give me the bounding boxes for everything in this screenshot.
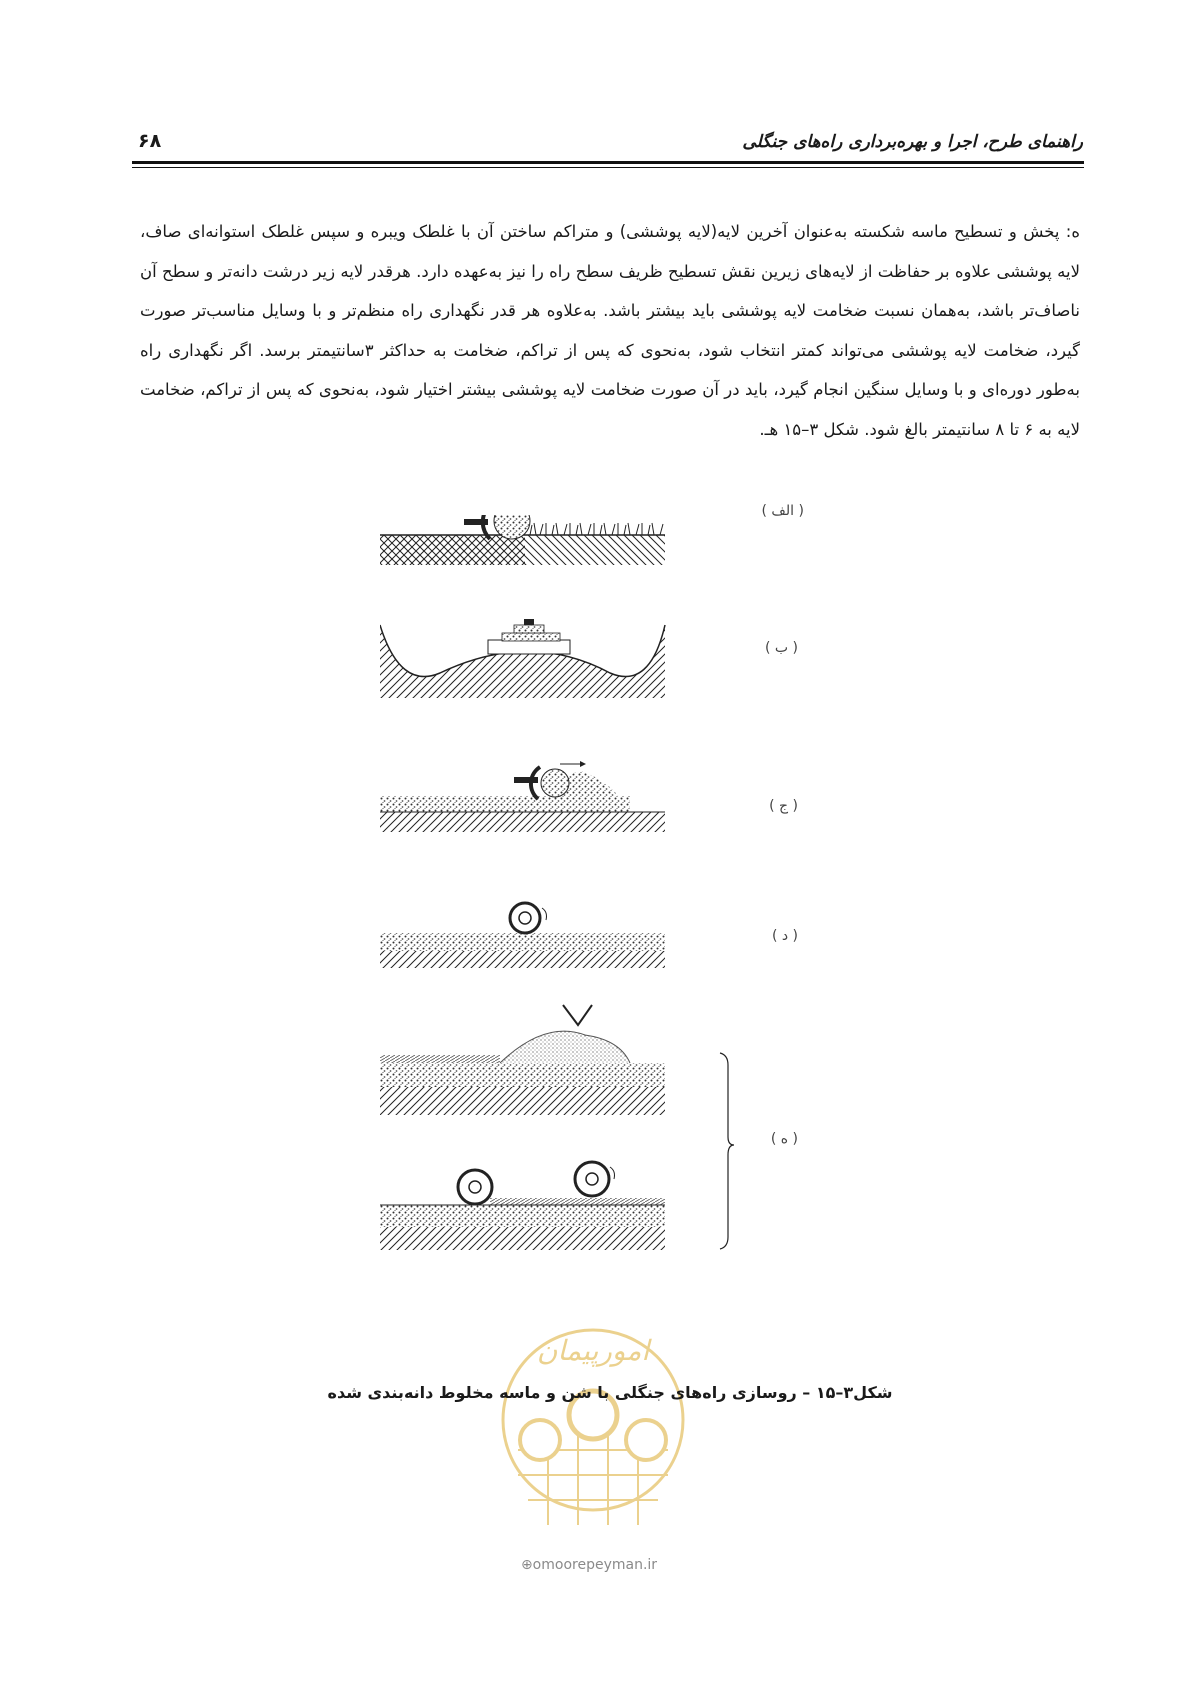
watermark-site — [484, 1557, 694, 1573]
watermark-logo — [488, 1310, 698, 1560]
figure-road-pavement — [380, 503, 860, 1345]
header-rule-thick — [132, 161, 1084, 164]
figure-caption: شکل۳–۱۵ – روسازی راه‌های جنگلی با شن و ماسه مخلوط دانه‌بندی شده — [327, 1383, 893, 1402]
stage-dal-drawing — [380, 903, 665, 968]
page-number: ۶۸ — [138, 130, 162, 152]
stage-alef-drawing — [380, 515, 665, 565]
label-jim: ( ج ) — [769, 798, 798, 814]
stage-he-brace — [720, 1053, 734, 1249]
label-dal: ( د ) — [771, 928, 798, 944]
label-he: ( ه ) — [770, 1131, 798, 1147]
book-title: راهنمای طرح، اجرا و بهره‌برداری راه‌های جنگلی — [742, 132, 1083, 152]
stage-jim-drawing — [380, 761, 665, 832]
page-header — [138, 122, 1083, 156]
stage-he-bottom-drawing — [380, 1162, 665, 1250]
stage-be-drawing — [380, 619, 665, 698]
watermark-logo-text: امورپیمان — [536, 1334, 650, 1367]
globe-icon: ⊕ — [520, 1557, 533, 1573]
paragraph-he: ه: پخش و تسطیح ماسه شکسته به‌عنوان آخرین لایه(لایه پوششی) و متراکم ساختن آن با غلطک ویبره و سپس غلطک استوانه‌ای صاف، لایه پوششی علاوه بر حفاظت از لایه‌های زیرین نقش تسطیح ظریف سطح راه را نیز به‌عهده دارد. هرقدر لایه زیر درشت دانه‌تر و سطح آن ناصاف‌تر باشد، به‌همان نسبت ضخامت لایه پوششی باید بیشتر باشد. به‌علاوه هر قدر نگهداری راه منظم‌تر و با وسایل مناسب‌تر صورت گیرد، ضخامت لایه پوششی می‌تواند کمتر انتخاب شود، به‌نحوی که پس از تراکم، ضخامت به حداکثر ۳سانتیمتر برسد. اگر نگهداری راه به‌طور دوره‌ای و با وسایل سنگین انجام گیرد، باید در آن صورت ضخامت لایه پوششی بیشتر اختیار شود، به‌نحوی که پس از تراکم، ضخامت لایه به ۶ تا ۸ سانتیمتر بالغ شود. شکل ۳–۱۵ هـ. — [140, 222, 1080, 439]
header-rule-thin — [132, 167, 1084, 168]
watermark-site-text: omoorepeyman.ir — [532, 1557, 658, 1573]
label-alef: ( الف ) — [761, 503, 804, 519]
label-be: ( ب ) — [764, 640, 798, 656]
stage-he-top-drawing — [380, 1005, 665, 1115]
body-text — [140, 212, 1080, 449]
